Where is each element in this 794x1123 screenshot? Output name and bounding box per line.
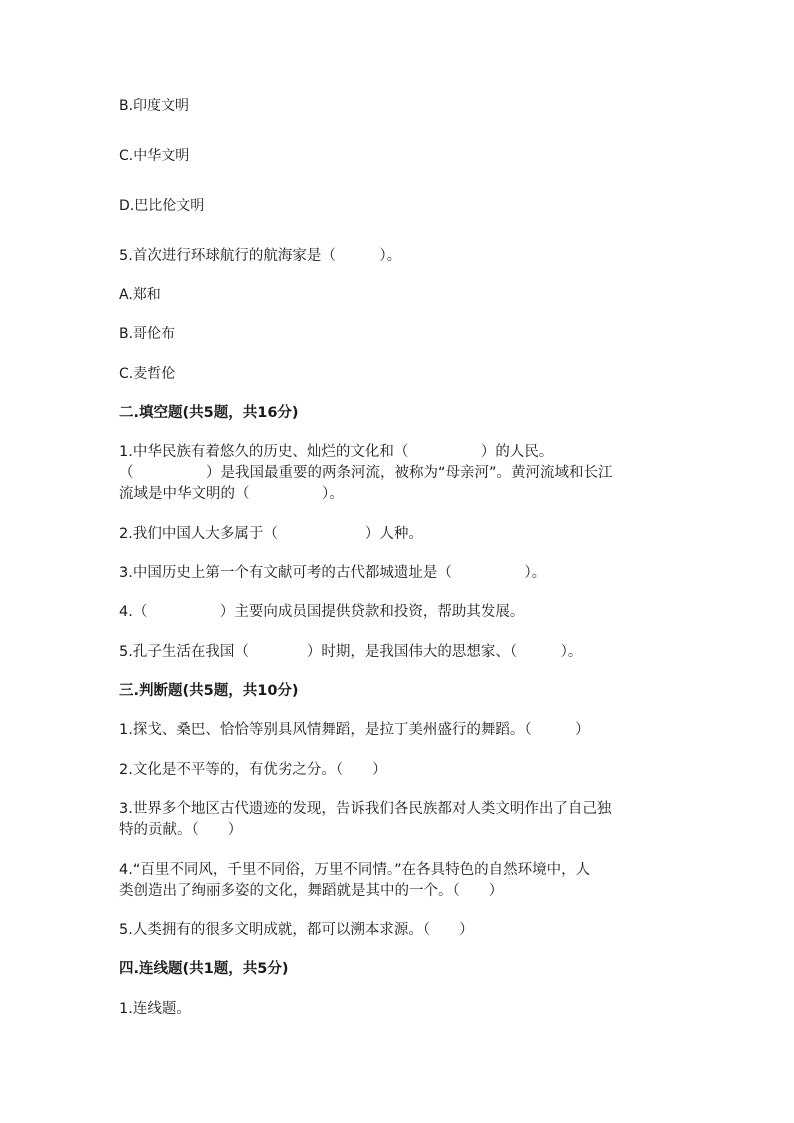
question-5-option-a: A.郑和 xyxy=(119,287,161,303)
fill-question-1-line-2: （ ）是我国最重要的两条河流，被称为“母亲河”。黄河流域和长江 xyxy=(119,465,613,481)
question-5-option-c: C.麦哲伦 xyxy=(119,366,176,382)
option-c: C.中华文明 xyxy=(119,148,190,164)
question-5-stem: 5.首次进行环球航行的航海家是（ ）。 xyxy=(119,248,402,264)
judge-question-5: 5.人类拥有的很多文明成就，都可以溯本求源。（ ） xyxy=(119,922,474,938)
option-d: D.巴比伦文明 xyxy=(119,198,205,214)
fill-question-1-line-3: 流域是中华文明的（ ）。 xyxy=(119,486,344,502)
judge-question-2: 2.文化是不平等的，有优劣之分。（ ） xyxy=(119,762,387,778)
question-5-option-b: B.哥伦布 xyxy=(119,326,176,342)
judge-question-1: 1.探戈、桑巴、恰恰等别具风情舞蹈，是拉丁美州盛行的舞蹈。（ ） xyxy=(119,722,590,738)
option-b: B.印度文明 xyxy=(119,98,190,114)
judge-question-3-line-1: 3.世界多个地区古代遗迹的发现，告诉我们各民族都对人类文明作出了自己独 xyxy=(119,801,612,817)
judge-question-4-line-2: 类创造出了绚丽多姿的文化，舞蹈就是其中的一个。（ ） xyxy=(119,883,504,899)
fill-question-3: 3.中国历史上第一个有文献可考的古代都城遗址是（ ）。 xyxy=(119,565,547,581)
section-2-heading: 二.填空题(共5题，共16分) xyxy=(119,405,299,421)
fill-question-2: 2.我们中国人大多属于（ ）人种。 xyxy=(119,526,423,542)
judge-question-3-line-2: 特的贡献。（ ） xyxy=(119,822,243,838)
section-4-heading: 四.连线题(共1题，共5分) xyxy=(119,961,289,977)
fill-question-1-line-1: 1.中华民族有着悠久的历史、灿烂的文化和（ ）的人民。 xyxy=(119,444,554,460)
fill-question-4: 4.（ ）主要向成员国提供贷款和投资，帮助其发展。 xyxy=(119,604,525,620)
section-3-heading: 三.判断题(共5题，共10分) xyxy=(119,683,299,699)
fill-question-5: 5.孔子生活在我国（ ）时期，是我国伟大的思想家、（ ）。 xyxy=(119,644,583,660)
match-question-1: 1.连线题。 xyxy=(119,1001,191,1017)
judge-question-4-line-1: 4.“百里不同风，千里不同俗，万里不同情。”在各具特色的自然环境中，人 xyxy=(119,862,591,878)
